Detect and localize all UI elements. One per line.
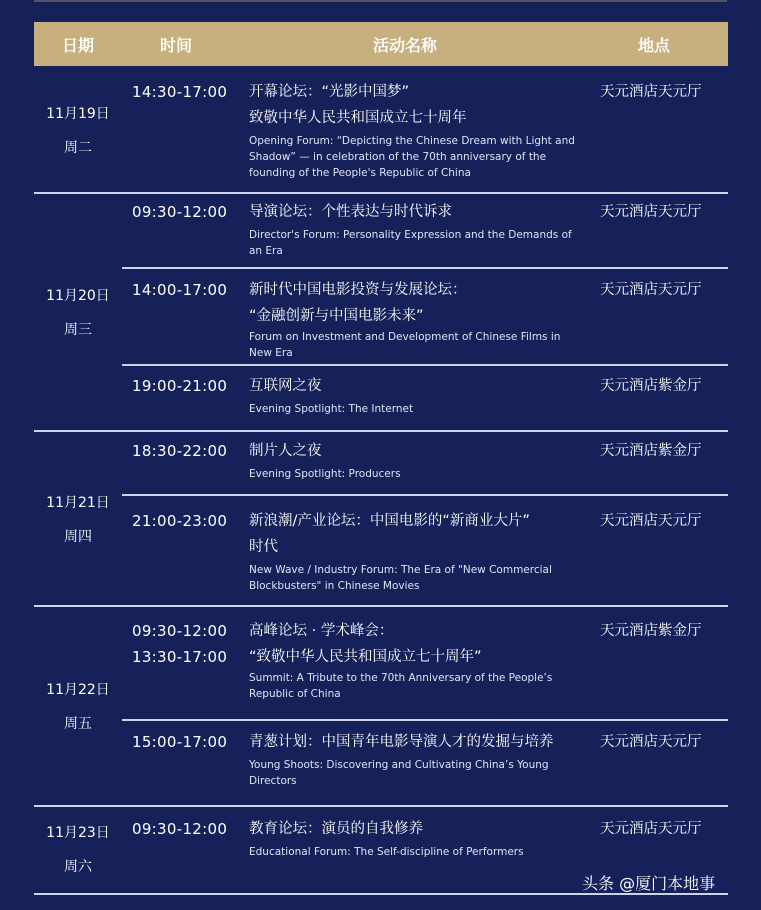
event-title-en: Director's Forum: Personality Expression and the Demands of an Era: [249, 229, 572, 257]
date-cell: [34, 432, 122, 607]
event-title-zh: 导演论坛：个性表达与时代诉求: [249, 204, 452, 220]
event-subtitle-zh: “致敬中华人民共和国成立七十周年”: [249, 649, 482, 665]
date-cell: [34, 68, 122, 194]
event-subtitle-zh: “金融创新与中国电影未来”: [249, 308, 424, 324]
event-venue: 天元酒店天元厅: [600, 821, 702, 837]
event-row: [122, 721, 728, 805]
event-subtitle-zh: 致敬中华人民共和国成立七十周年: [249, 110, 467, 126]
event-time-list: [132, 618, 227, 670]
event-name: [249, 816, 579, 860]
event-title-en: New Wave / Industry Forum: The Era of "New Commercial Blockbusters" in Chinese Movies: [249, 564, 552, 592]
event-title-en: Opening Forum: “Depicting the Chinese Dream with Light and Shadow” — in celebration of the 70th anniversary of the founding of the People's Republic of China: [249, 135, 575, 179]
table-header: [34, 22, 728, 66]
event-title-zh: 教育论坛：演员的自我修养: [249, 821, 423, 837]
event-title-en: Evening Spotlight: Producers: [249, 468, 401, 480]
event-title-zh: 新时代中国电影投资与发展论坛：: [249, 282, 467, 298]
date-label: 11月23日: [46, 825, 110, 841]
source-watermark: 头条 @厦门本地事: [582, 874, 716, 893]
event-title-zh: 高峰论坛 · 学术峰会：: [249, 623, 394, 639]
event-name: [249, 199, 579, 259]
date-label: 11月20日: [46, 288, 110, 304]
event-title-zh: 新浪潮/产业论坛：中国电影的“新商业大片”: [249, 513, 530, 529]
event-row: [122, 269, 728, 364]
event-time: 09:30-12:00: [132, 622, 228, 640]
event-time: 09:30-12:00: [132, 203, 228, 221]
event-title-en: Young Shoots: Discovering and Cultivating China’s Young Directors: [249, 759, 549, 787]
event-row: [122, 607, 728, 719]
event-row: [122, 68, 728, 194]
weekday-label: 周二: [64, 140, 92, 156]
event-time: 21:00-23:00: [132, 512, 228, 530]
weekday-label: 周三: [64, 322, 92, 338]
date-label: 11月22日: [46, 682, 110, 698]
event-name: [249, 438, 579, 482]
event-venue: 天元酒店天元厅: [600, 734, 702, 750]
event-row: [122, 432, 728, 494]
schedule-day-nov20: [34, 194, 728, 432]
event-name: [249, 729, 579, 789]
event-name: [249, 277, 579, 361]
event-row: [122, 366, 728, 430]
date-cell: [34, 607, 122, 807]
event-venue: 天元酒店天元厅: [600, 204, 702, 220]
weekday-label: 周五: [64, 716, 92, 732]
event-title-zh: 开幕论坛：“光影中国梦”: [249, 84, 410, 100]
event-time: 19:00-21:00: [132, 377, 228, 395]
event-title-zh: 制片人之夜: [249, 443, 322, 459]
header-venue: 地点: [637, 35, 670, 55]
event-title-zh: 青葱计划：中国青年电影导演人才的发掘与培养: [249, 734, 554, 750]
event-name: [249, 79, 579, 181]
event-row: [122, 194, 728, 267]
event-name: [249, 508, 579, 594]
event-time: 14:00-17:00: [132, 281, 228, 299]
event-name: [249, 373, 579, 417]
event-venue: 天元酒店紫金厅: [600, 378, 702, 394]
weekday-label: 周四: [64, 528, 92, 545]
date-label: 11月21日: [46, 494, 110, 511]
date-label: 11月19日: [46, 106, 110, 122]
header-date: 日期: [61, 35, 94, 55]
event-venue: 天元酒店天元厅: [600, 84, 702, 100]
event-time: 14:30-17:00: [132, 83, 228, 101]
header-time: 时间: [159, 35, 192, 55]
top-divider: [34, 0, 727, 2]
event-venue: 天元酒店紫金厅: [600, 443, 702, 459]
header-event-name: 活动名称: [372, 35, 437, 55]
event-venue: 天元酒店天元厅: [600, 282, 702, 298]
weekday-label: 周六: [64, 859, 92, 875]
event-title-zh: 互联网之夜: [249, 378, 322, 394]
event-row: [122, 496, 728, 605]
event-subtitle-zh: 时代: [249, 539, 278, 555]
event-title-en: Summit: A Tribute to the 70th Anniversary of the People’s Republic of China: [249, 672, 553, 700]
event-venue: 天元酒店紫金厅: [600, 623, 702, 639]
event-name: [249, 618, 579, 702]
event-time: 09:30-12:00: [132, 820, 228, 838]
event-title-en: Forum on Investment and Development of Chinese Films in New Era: [249, 331, 561, 359]
event-time: 13:30-17:00: [132, 648, 228, 666]
event-venue: 天元酒店天元厅: [600, 513, 702, 529]
event-time: 15:00-17:00: [132, 733, 228, 751]
date-cell: [34, 807, 122, 893]
schedule-day-nov19: [34, 68, 728, 194]
date-cell: [34, 194, 122, 432]
schedule-day-nov22: [34, 607, 728, 807]
schedule-day-nov21: [34, 432, 728, 607]
event-title-en: Educational Forum: The Self-discipline of Performers: [249, 846, 524, 858]
event-title-en: Evening Spotlight: The Internet: [249, 403, 414, 415]
event-time: 18:30-22:00: [132, 442, 228, 460]
